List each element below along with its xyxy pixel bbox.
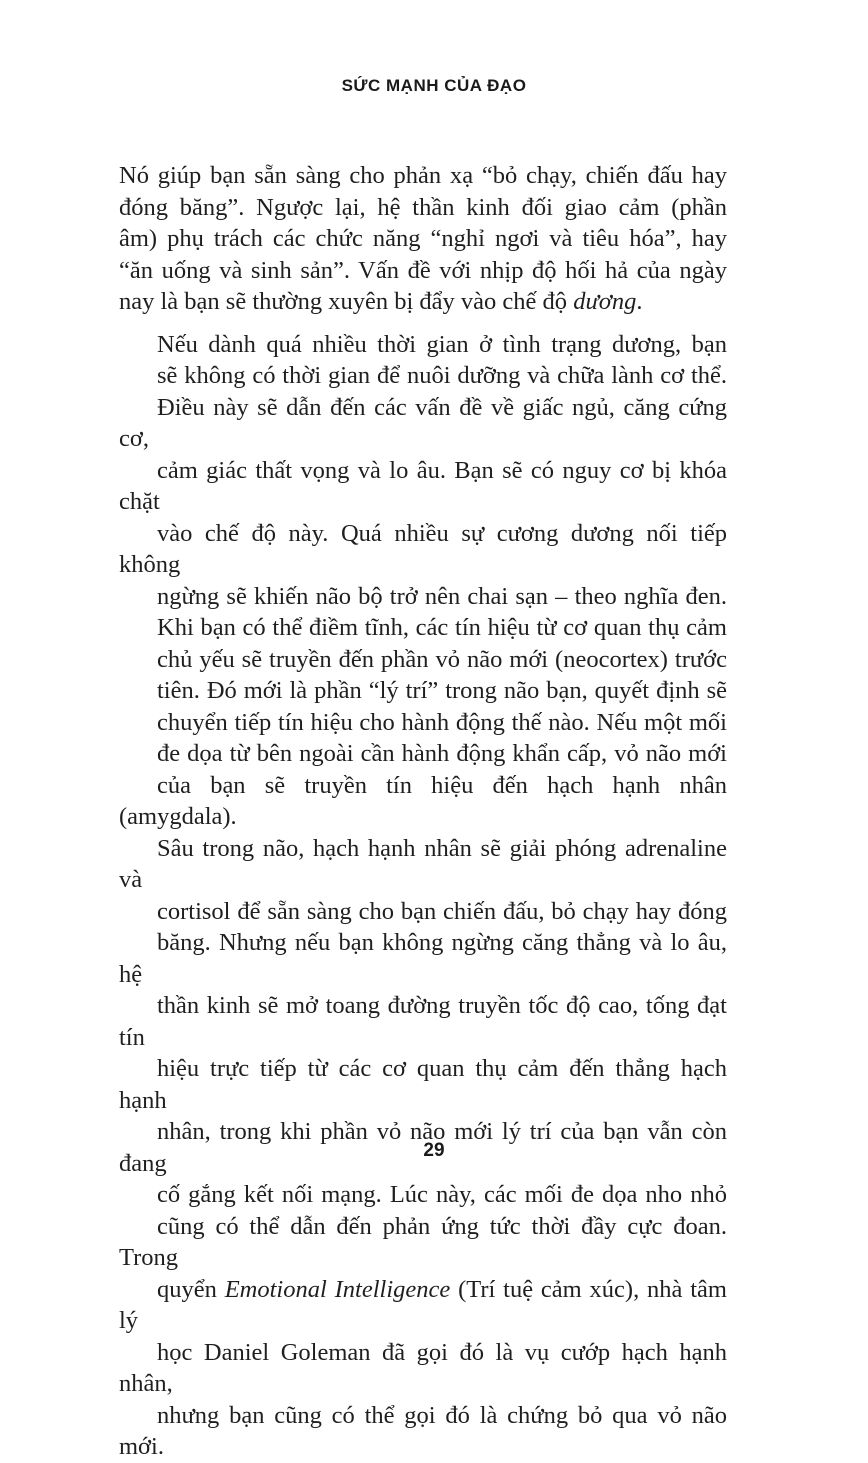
page-number: 29 bbox=[423, 1140, 445, 1161]
text-line: băng. Nhưng nếu bạn không ngừng căng thẳng và lo âu, hệ bbox=[119, 929, 727, 988]
text-line: của bạn sẽ truyền tín hiệu đến hạch hạnh nhân (amygdala). bbox=[119, 771, 727, 830]
text-line: Nó giúp bạn sẵn sàng cho phản xạ “bỏ chạy, chiến đấu hay bbox=[119, 162, 727, 189]
text-line: hiệu trực tiếp từ các cơ quan thụ cảm đến thẳng hạch hạnh bbox=[119, 1055, 727, 1114]
text-line: nhưng bạn cũng có thể gọi đó là chứng bỏ qua vỏ não mới. bbox=[119, 1401, 727, 1460]
text-line: vào chế độ này. Quá nhiều sự cương dương nối tiếp không bbox=[119, 519, 727, 578]
text-line: chủ yếu sẽ truyền đến phần vỏ não mới (neocortex) trước bbox=[157, 645, 727, 673]
book-title: Emotional Intelligence bbox=[224, 1275, 451, 1303]
text-line: ngừng sẽ khiến não bộ trở nên chai sạn – theo nghĩa đen. bbox=[157, 582, 727, 610]
text-line bbox=[119, 286, 727, 318]
text-line: Nếu dành quá nhiều thời gian ở tình trạng dương, bạn bbox=[157, 330, 727, 358]
text-line: đóng băng”. Ngược lại, hệ thần kinh đối giao cảm (phần bbox=[119, 193, 727, 221]
text-line: cố gắng kết nối mạng. Lúc này, các mối đe dọa nho nhỏ bbox=[157, 1181, 727, 1208]
text-segment: quyển bbox=[157, 1275, 225, 1303]
running-header: SỨC MẠNH CỦA ĐẠO bbox=[341, 76, 527, 95]
text-line: đe dọa từ bên ngoài cần hành động khẩn cấp, vỏ não mới bbox=[157, 740, 727, 767]
text-line: cảm giác thất vọng và lo âu. Bạn sẽ có nguy cơ bị khóa chặt bbox=[119, 456, 727, 515]
emphasis-word: dương bbox=[573, 288, 637, 315]
text-line: Điều này sẽ dẫn đến các vấn đề về giấc ngủ, căng cứng cơ, bbox=[119, 393, 727, 452]
text-line: chuyển tiếp tín hiệu cho hành động thế nào. Nếu một mối bbox=[157, 708, 727, 736]
text-line: “ăn uống và sinh sản”. Vấn đề với nhịp độ hối hả của ngày bbox=[119, 256, 727, 284]
text-segment: . bbox=[636, 288, 643, 315]
text-line: cũng có thể dẫn đến phản ứng tức thời đầy cực đoan. Trong bbox=[119, 1212, 727, 1271]
text-segment: nay là bạn sẽ thường xuyên bị đẩy vào chế độ bbox=[119, 288, 574, 315]
text-line: cortisol để sẵn sàng cho bạn chiến đấu, bỏ chạy hay đóng bbox=[157, 897, 727, 925]
text-line: âm) phụ trách các chức năng “nghỉ ngơi và tiêu hóa”, hay bbox=[119, 225, 727, 252]
paragraph-1 bbox=[119, 160, 727, 318]
text-line: sẽ không có thời gian để nuôi dưỡng và chữa lành cơ thể. bbox=[157, 362, 727, 389]
text-line: Sâu trong não, hạch hạnh nhân sẽ giải phóng adrenaline và bbox=[119, 834, 727, 893]
text-line: học Daniel Goleman đã gọi đó là vụ cướp hạch hạnh nhân, bbox=[119, 1338, 727, 1397]
page-body bbox=[119, 160, 727, 1463]
text-line: nhân, trong khi phần vỏ não mới lý trí của bạn vẫn còn đang bbox=[119, 1118, 727, 1177]
text-line: thần kinh sẽ mở toang đường truyền tốc độ cao, tống đạt tín bbox=[119, 992, 727, 1051]
text-line bbox=[119, 1274, 727, 1337]
text-line: Khi bạn có thể điềm tĩnh, các tín hiệu từ cơ quan thụ cảm bbox=[157, 614, 727, 641]
text-line: tiên. Đó mới là phần “lý trí” trong não bạn, quyết định sẽ bbox=[157, 677, 727, 704]
text-segment: (Trí tuệ cảm xúc), nhà tâm lý bbox=[119, 1275, 727, 1334]
paragraph-2 bbox=[119, 329, 727, 1463]
